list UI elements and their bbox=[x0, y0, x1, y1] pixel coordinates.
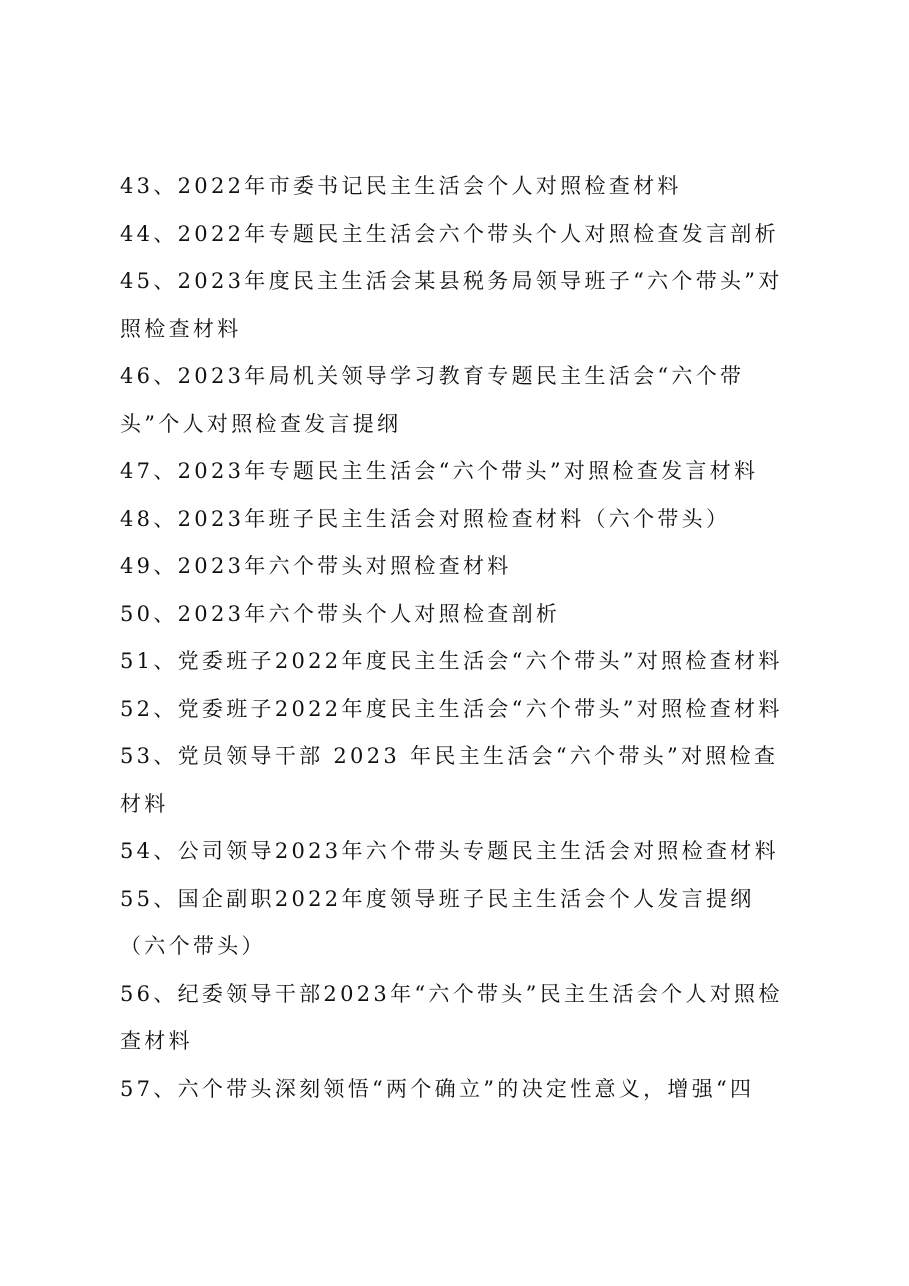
list-item: 45、2023年度民主生活会某县税务局领导班子“六个带头”对照检查材料 bbox=[120, 269, 783, 341]
list-item: 53、党员领导干部 2023 年民主生活会“六个带头”对照检查材料 bbox=[120, 744, 779, 816]
list-item: 49、2023年六个带头对照检查材料 bbox=[120, 554, 512, 578]
list-item: 50、2023年六个带头个人对照检查剖析 bbox=[120, 601, 561, 626]
list-item: 48、2023年班子民主生活会对照检查材料（六个带头） bbox=[120, 506, 731, 531]
list-item: 43、2022年市委书记民主生活会个人对照检查材料 bbox=[120, 174, 682, 198]
list-item: 52、党委班子2022年度民主生活会“六个带头”对照检查材料 bbox=[120, 696, 783, 721]
list-item: 47、2023年专题民主生活会“六个带头”对照检查发言材料 bbox=[120, 459, 759, 483]
list-item: 54、公司领导2023年六个带头专题民主生活会对照检查材料 bbox=[120, 839, 779, 863]
list-item: 46、2023年局机关领导学习教育专题民主生活会“六个带头”个人对照检查发言提纲 bbox=[120, 364, 745, 436]
document-item-list bbox=[120, 163, 800, 1113]
list-item: 56、纪委领导干部2023年“六个带头”民主生活会个人对照检查材料 bbox=[120, 981, 783, 1053]
list-item: 55、国企副职2022年度领导班子民主生活会个人发言提纲（六个带头） bbox=[120, 886, 755, 958]
list-item: 44、2022年专题民主生活会六个带头个人对照检查发言剖析 bbox=[120, 221, 779, 246]
list-item: 57、六个带头深刻领悟“两个确立”的决定性意义，增强“四 bbox=[120, 1076, 755, 1101]
list-item: 51、党委班子2022年度民主生活会“六个带头”对照检查材料 bbox=[120, 649, 783, 673]
